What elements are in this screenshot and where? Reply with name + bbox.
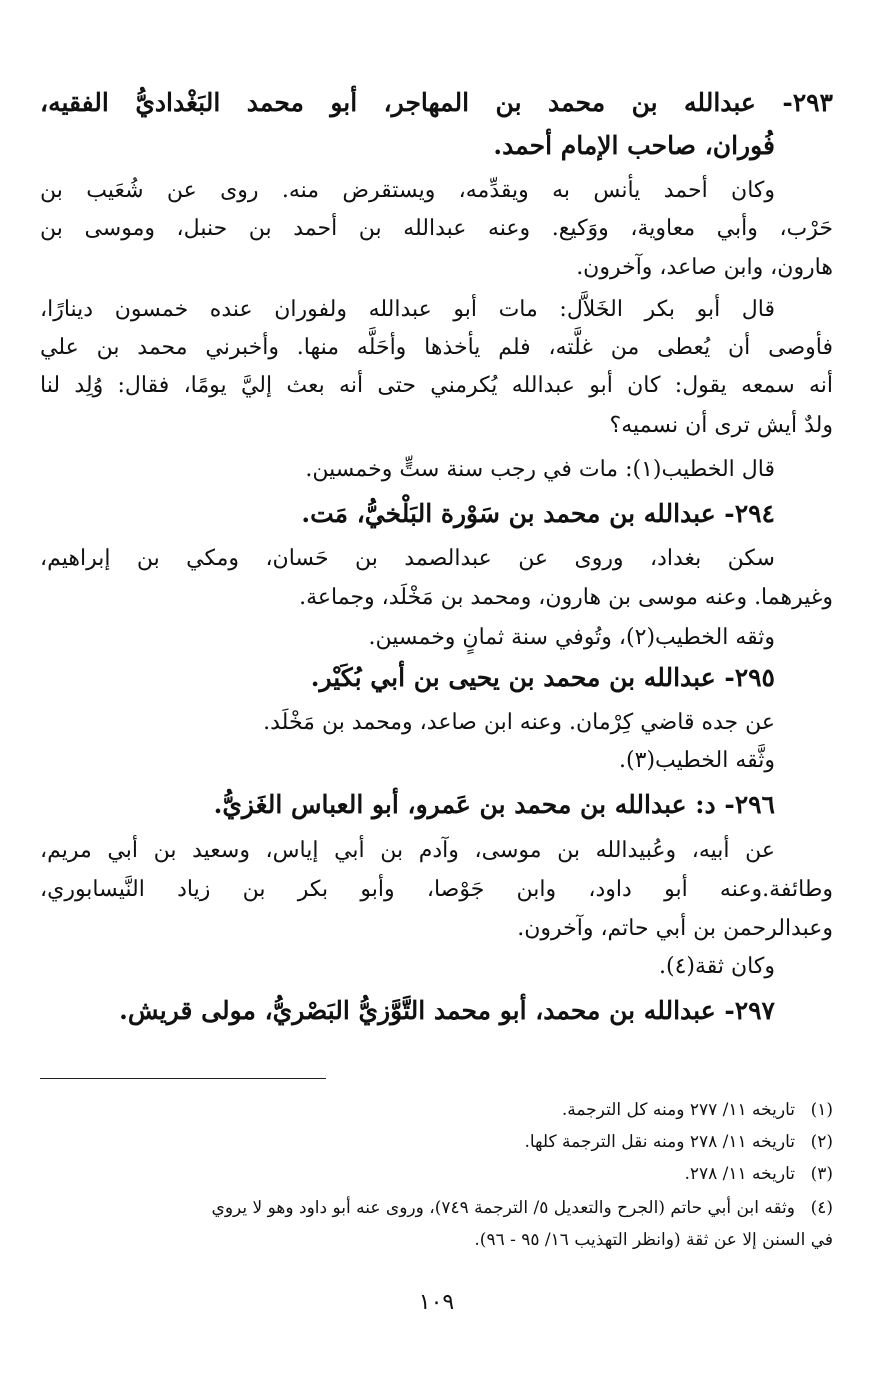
entry-293-heading-line-1: ٢٩٣- عبدالله بن محمد بن المهاجر، أبو محمد البَغْداديُّ الفقيه، (40, 88, 833, 117)
entry-294-heading: ٢٩٤- عبدالله بن محمد بن سَوْرة البَلْخيُّ، مَت. (301, 499, 775, 528)
footnote-text: وثقه ابن أبي حاتم (الجرح والتعديل ٥/ الترجمة ٧٤٩)، وروى عنه أبو داود وهو لا يروي (211, 1198, 795, 1218)
footnote-text: تاريخه ١١/ ٢٧٧ ومنه كل الترجمة. (561, 1100, 795, 1120)
footnote-text: تاريخه ١١/ ٢٧٨. (684, 1164, 795, 1184)
footnote-number: (١) (810, 1100, 833, 1120)
paragraph-line: وكان ثقة(٤). (659, 954, 775, 979)
footnote (40, 1098, 833, 1122)
page-number: ١٠٩ (418, 1290, 455, 1315)
paragraph-line: وثَّقه الخطيب(٣). (619, 748, 775, 773)
footnote-text: في السنن إلا عن ثقة (وانظر التهذيب ١٦/ ٩٥ - ٩٦). (474, 1230, 833, 1250)
paragraph-line: سكن بغداد، وروى عن عبدالصمد بن حَسان، ومكي بن إبراهيم، (40, 546, 775, 571)
paragraph-line: عن جده قاضي كِرْمان. وعنه ابن صاعد، ومحمد بن مَخْلَد. (263, 710, 775, 735)
footnote-text: تاريخه ١١/ ٢٧٨ ومنه نقل الترجمة كلها. (524, 1132, 795, 1152)
paragraph-line: ولدٌ أيش ترى أن نسميه؟ (609, 413, 833, 438)
footnote (40, 1196, 833, 1220)
footnote (40, 1130, 833, 1154)
footnote-continuation (40, 1228, 833, 1252)
paragraph-line: وثقه الخطيب(٢)، وتُوفي سنة ثمانٍ وخمسين. (368, 625, 775, 650)
footnote-number: (٣) (810, 1164, 833, 1184)
entry-296-heading: ٢٩٦- د: عبدالله بن محمد بن عَمرو، أبو العباس الغَزيُّ. (213, 790, 775, 819)
paragraph-line: وكان أحمد يأنس به ويقدِّمه، ويستقرض منه. روى عن شُعَيب بن (40, 178, 775, 203)
entry-295-heading: ٢٩٥- عبدالله بن محمد بن يحيى بن أبي بُكَيْر. (310, 663, 775, 692)
footnote-number: (٢) (810, 1132, 833, 1152)
paragraph-line: حَرْب، وأبي معاوية، ووَكيع. وعنه عبدالله بن أحمد بن حنبل، وموسى بن (40, 216, 833, 241)
paragraph-line: وغيرهما. وعنه موسى بن هارون، ومحمد بن مَخْلَد، وجماعة. (299, 585, 833, 610)
footnote-number: (٤) (810, 1198, 833, 1218)
footnote (40, 1162, 833, 1186)
paragraph-line: وعبدالرحمن بن أبي حاتم، وآخرون. (517, 916, 833, 941)
entry-293-heading-line-2: فُوران، صاحب الإمام أحمد. (493, 131, 775, 160)
paragraph-line: هارون، وابن صاعد، وآخرون. (576, 255, 833, 280)
entry-297-heading: ٢٩٧- عبدالله بن محمد، أبو محمد التَّوَّزيُّ البَصْريُّ، مولى قريش. (119, 996, 775, 1025)
paragraph-line: وطائفة.وعنه أبو داود، وابن جَوْصا، وأبو بكر بن زياد النَّيسابوري، (40, 877, 833, 902)
paragraph-line: أنه سمعه يقول: كان أبو عبدالله يُكرمني حتى أنه بعث إليَّ يومًا، فقال: وُلِد لنا (40, 373, 833, 398)
paragraph-line: قال أبو بكر الخَلاَّل: مات أبو عبدالله ولفوران عنده خمسون دينارًا، (40, 297, 775, 322)
paragraph-line: فأوصى أن يُعطى من غلَّته، فلم يأخذها وأحَلَّه منها. وأخبرني محمد بن علي (40, 335, 833, 360)
footnote-divider (40, 1078, 326, 1079)
paragraph-line: عن أبيه، وعُبيدالله بن موسى، وآدم بن أبي إياس، وسعيد بن أبي مريم، (40, 838, 775, 863)
paragraph-line: قال الخطيب(١): مات في رجب سنة ستٍّ وخمسين. (305, 457, 775, 482)
